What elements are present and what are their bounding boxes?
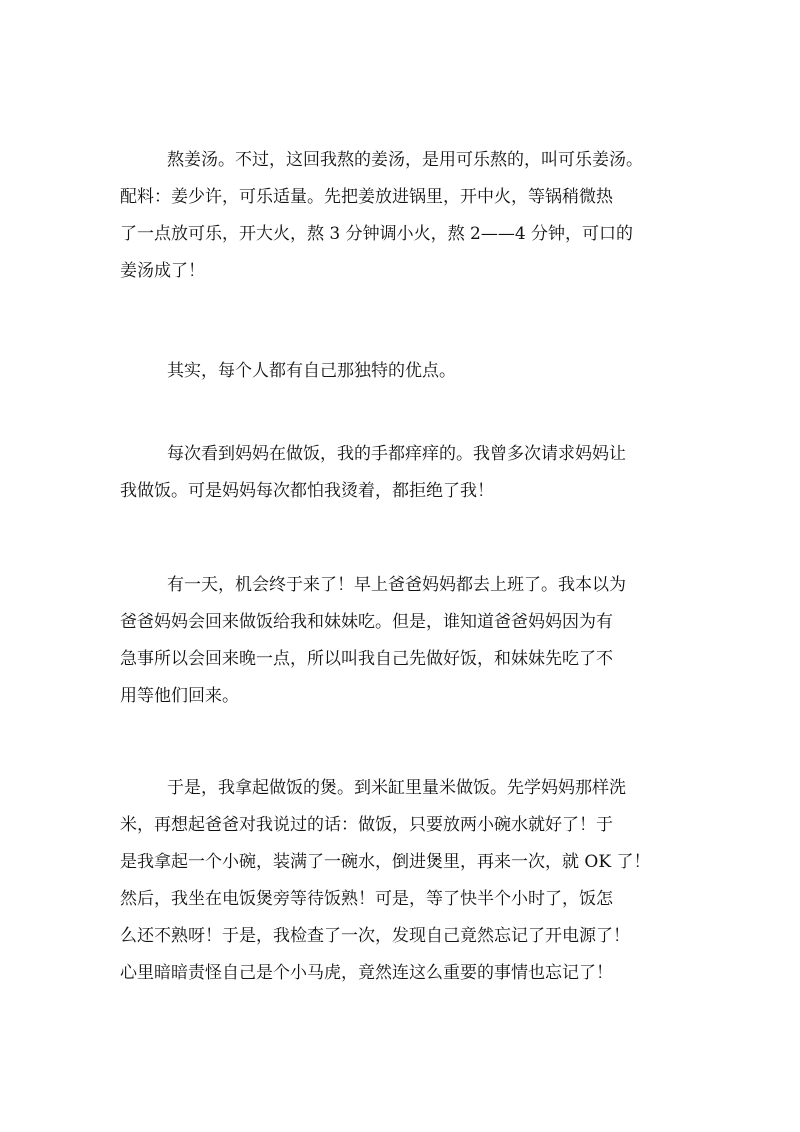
- paragraph-ginger-soup: [120, 142, 694, 290]
- paragraph-line: 熬姜汤。不过，这回我熬的姜汤，是用可乐熬的，叫可乐姜汤。: [167, 150, 643, 170]
- paragraph-line: 姜汤成了！: [120, 261, 205, 281]
- paragraph-strengths: [120, 353, 694, 390]
- paragraph-line: 每次看到妈妈在做饭，我的手都痒痒的。我曾多次请求妈妈让: [167, 444, 626, 464]
- paragraph-line: 配料：姜少许，可乐适量。先把姜放进锅里，开中火，等锅稍微热: [120, 187, 613, 207]
- paragraph-line: 心里暗暗责怪自己是个小马虎，竟然连这么重要的事情也忘记了！: [120, 963, 613, 983]
- paragraph-line: 米，再想起爸爸对我说过的话：做饭，只要放两小碗水就好了！于: [120, 815, 613, 835]
- paragraph-line: 其实，每个人都有自己那独特的优点。: [167, 361, 456, 381]
- paragraph-line: 么还不熟呀！于是，我检查了一次，发现自己竟然忘记了开电源了！: [120, 926, 630, 946]
- paragraph-line: 我做饭。可是妈妈每次都怕我烫着，都拒绝了我！: [120, 481, 494, 501]
- paragraph-line: 然后，我坐在电饭煲旁等待饭熟！可是，等了快半个小时了，饭怎: [120, 889, 613, 909]
- paragraph-line: 于是，我拿起做饭的煲。到米缸里量米做饭。先学妈妈那样洗: [167, 778, 626, 798]
- paragraph-line: 了一点放可乐，开大火，熬 3 分钟调小火，熬 2——4 分钟，可口的: [120, 224, 634, 244]
- paragraph-line: 爸爸妈妈会回来做饭给我和妹妹吃。但是，谁知道爸爸妈妈因为有: [120, 612, 613, 632]
- paragraph-one-day: [120, 567, 694, 715]
- paragraph-line: 急事所以会回来晚一点，所以叫我自己先做好饭，和妹妹先吃了不: [120, 649, 613, 669]
- paragraph-line: 是我拿起一个小碗，装满了一碗水，倒进煲里，再来一次，就 OK 了！: [120, 852, 651, 872]
- paragraph-cooking-rice: [120, 770, 694, 992]
- paragraph-mom-cooking: [120, 436, 694, 510]
- paragraph-line: 有一天，机会终于来了！早上爸爸妈妈都去上班了。我本以为: [167, 575, 626, 595]
- paragraph-line: 用等他们回来。: [120, 686, 239, 706]
